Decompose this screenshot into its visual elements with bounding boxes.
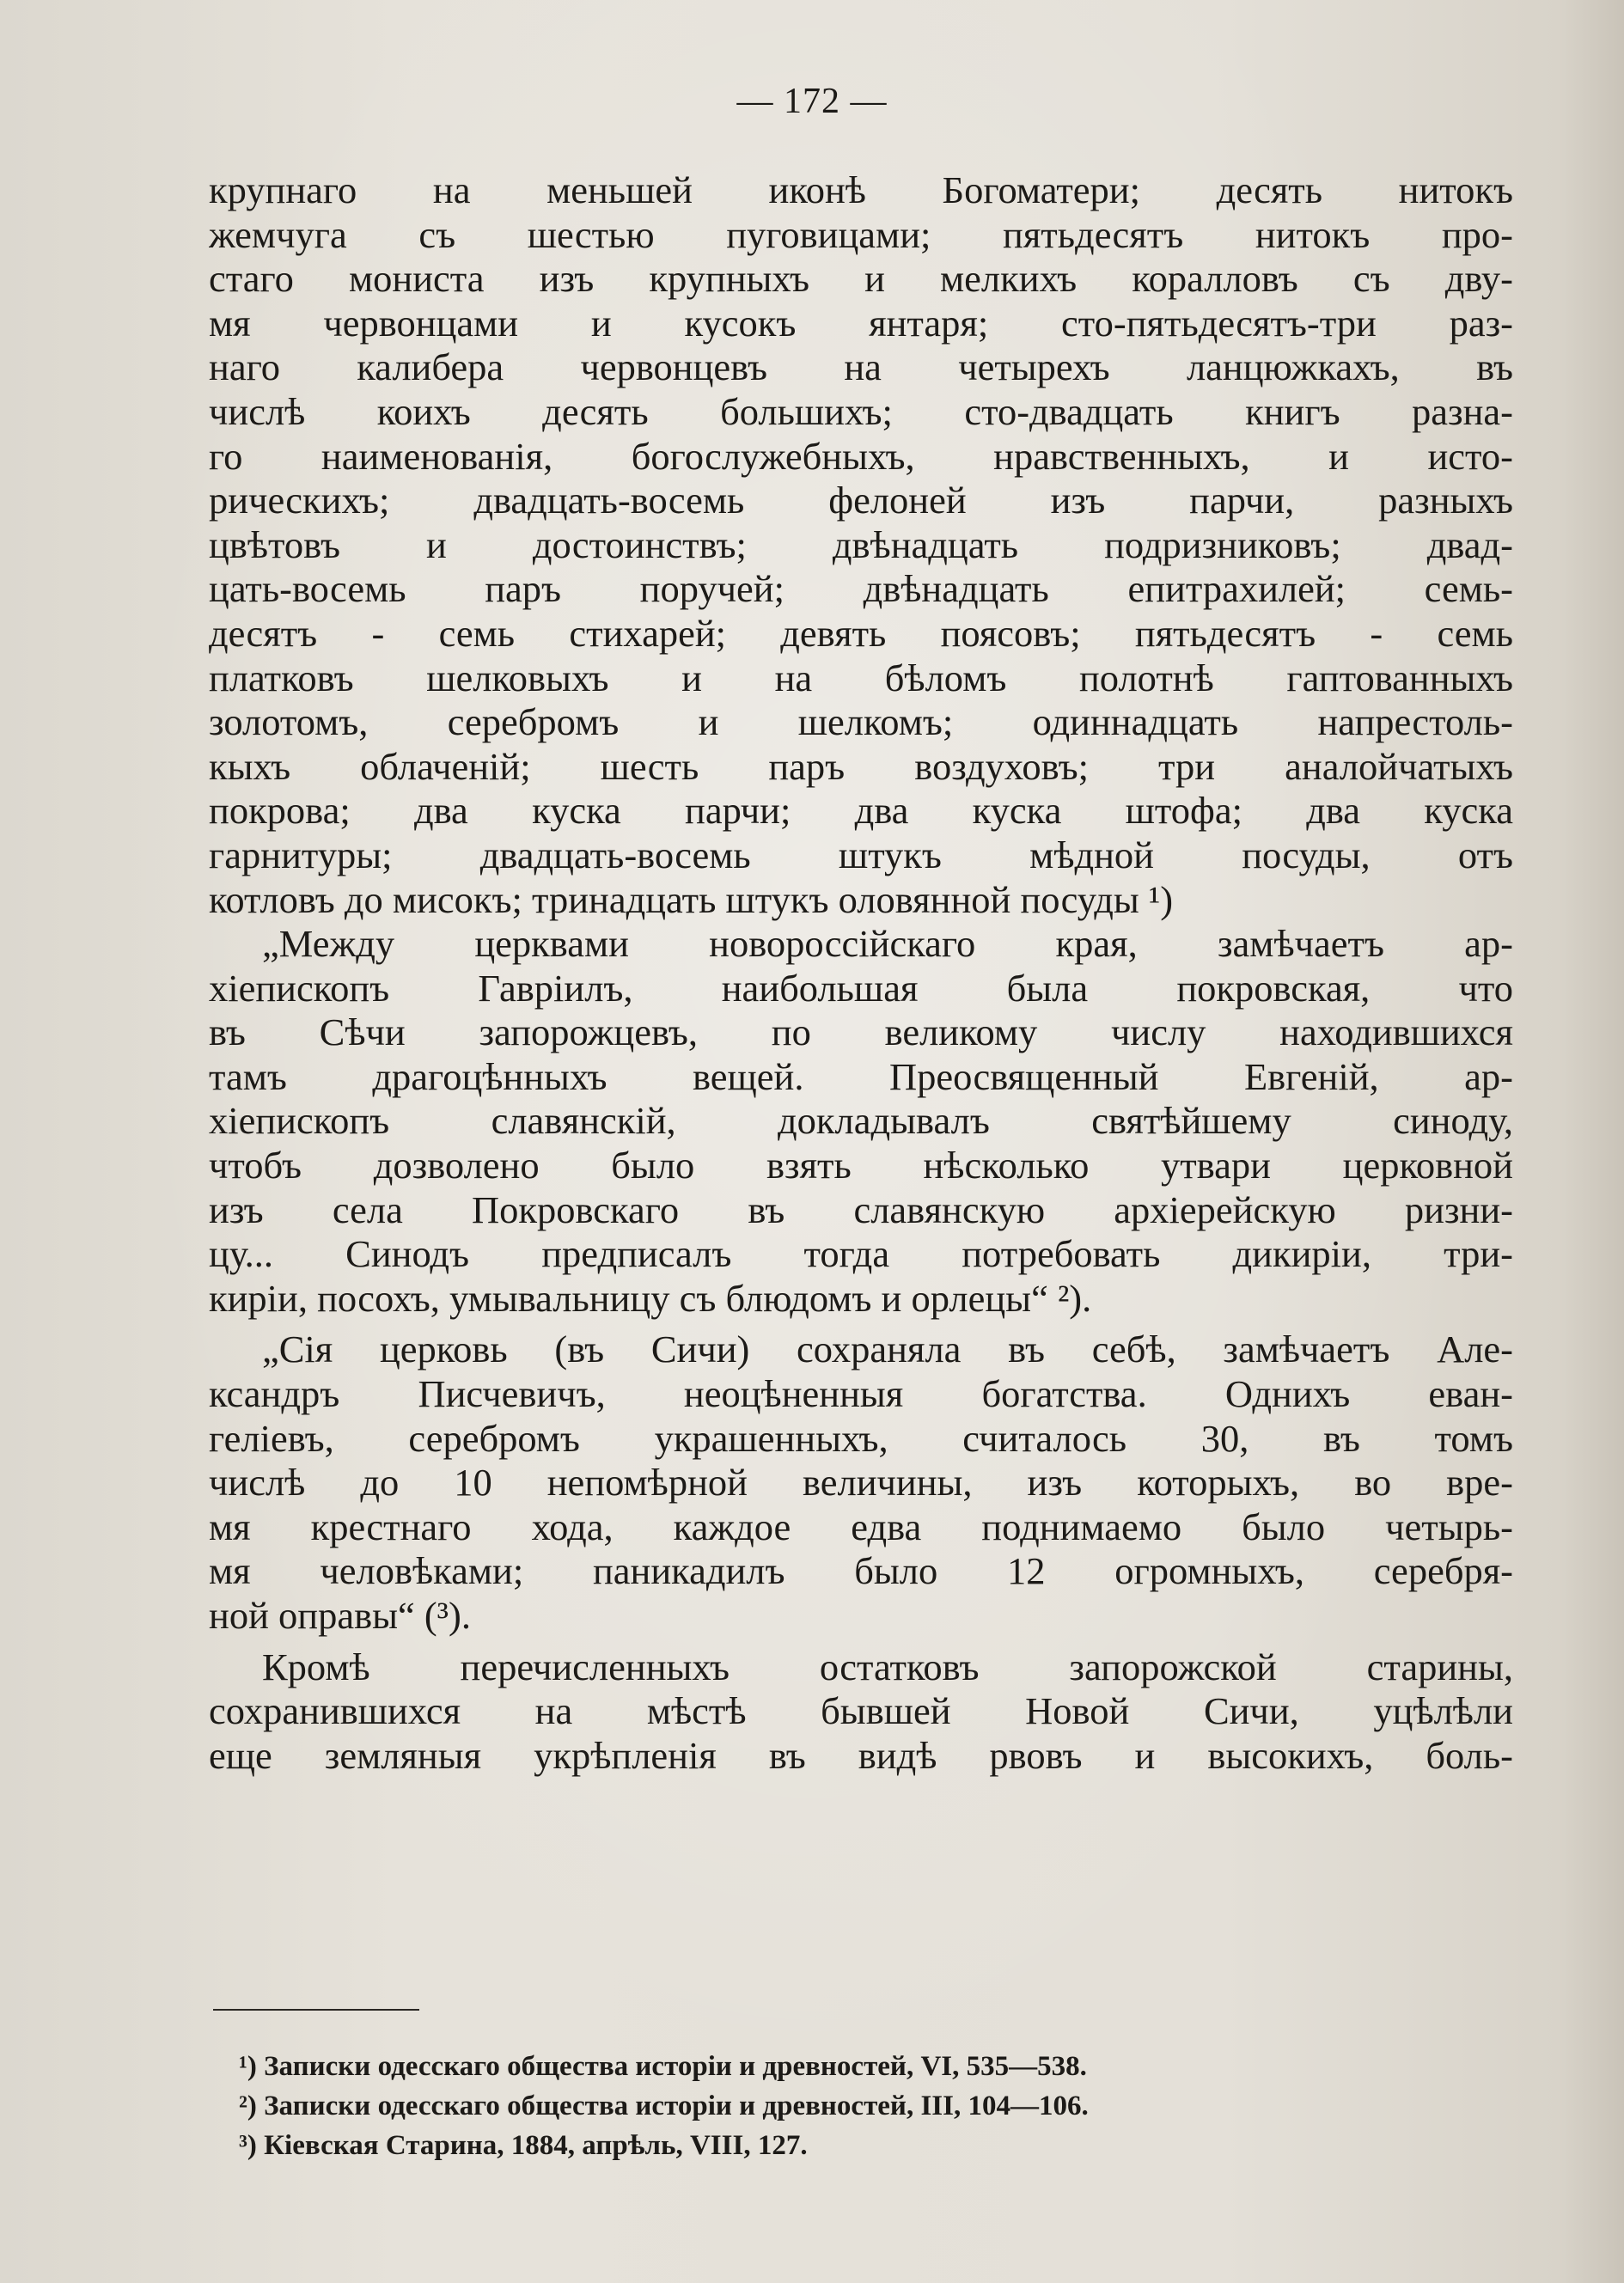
text-line: числѣ до 10 непомѣрной величины, изъ которыхъ, во вре- <box>209 1461 1513 1505</box>
text-line: стаго мониста изъ крупныхъ и мелкихъ коралловъ съ дву- <box>209 257 1513 301</box>
body-text <box>209 168 1513 1778</box>
text-line: котловъ до мисокъ; тринадцать штукъ оловянной посуды ¹) <box>209 877 1174 921</box>
text-line: десятъ - семь стихарей; девять поясовъ; пятьдесятъ - семь <box>209 611 1513 655</box>
footnote-divider <box>213 2009 419 2011</box>
text-line: изъ села Покровскаго въ славянскую архіерейскую ризни- <box>209 1187 1513 1231</box>
text-line: сохранившихся на мѣстѣ бывшей Новой Сичи, уцѣлѣли <box>209 1689 1513 1733</box>
paragraph-gap <box>209 1639 1513 1645</box>
paragraph-pischevich-quote <box>209 1328 1513 1638</box>
text-line: „Между церквами новороссійскаго края, замѣчаетъ ар- <box>262 922 1513 966</box>
page-number: — 172 — <box>736 82 888 121</box>
text-line: хіепископъ славянскій, докладывалъ святѣйшему синоду, <box>209 1099 1513 1143</box>
text-line: Кромѣ перечисленныхъ остатковъ запорожской старины, <box>262 1645 1513 1688</box>
text-line: рическихъ; двадцать-восемь фелоней изъ парчи, разныхъ <box>209 479 1513 522</box>
text-line: крупнаго на меньшей иконѣ Богоматери; десять нитокъ <box>209 168 1513 211</box>
footnote-1: ¹) Записки одесскаго общества исторіи и древностей, VI, 535—538. <box>239 2051 1087 2082</box>
text-line: цвѣтовъ и достоинствъ; двѣнадцать подризниковъ; двад- <box>209 522 1513 566</box>
text-line: ной оправы“ (³). <box>209 1594 471 1637</box>
text-line: гарнитуры; двадцать-восемь штукъ мѣдной посуды, отъ <box>209 833 1513 876</box>
text-line: го наименованія, богослужебныхъ, нравственныхъ, и исто- <box>209 434 1513 478</box>
text-line: ксандръ Писчевичъ, неоцѣненныя богатства. Однихъ еван- <box>209 1372 1513 1416</box>
text-line: жемчуга съ шестью пуговицами; пятьдесятъ нитокъ про- <box>209 212 1513 256</box>
text-line: мя крестнаго хода, каждое едва поднимаемо было четырь- <box>209 1505 1513 1548</box>
text-line: еще земляныя укрѣпленія въ видѣ рвовъ и высокихъ, боль- <box>209 1733 1513 1777</box>
text-line: мя червонцами и кусокъ янтаря; сто-пятьдесятъ-три раз- <box>209 301 1513 345</box>
text-line: чтобъ дозволено было взять нѣсколько утвари церковной <box>209 1144 1513 1187</box>
text-line: тамъ драгоцѣнныхъ вещей. Преосвященный Евгеній, ар- <box>209 1054 1513 1098</box>
paragraph-inventory-list <box>209 168 1513 922</box>
text-line: цать-восемь паръ поручей; двѣнадцать епитрахилей; семь- <box>209 567 1513 611</box>
text-line: числѣ коихъ десять большихъ; сто-двадцать книгъ разна- <box>209 389 1513 433</box>
footnote-2: ²) Записки одесскаго общества исторіи и древностей, III, 104—106. <box>239 2091 1089 2121</box>
text-line: хіепископъ Гавріилъ, наибольшая была покровская, что <box>209 966 1513 1010</box>
text-line: въ Сѣчи запорожцевъ, по великому числу находившихся <box>209 1010 1513 1054</box>
text-line: кыхъ облаченій; шесть паръ воздуховъ; три аналойчатыхъ <box>209 744 1513 788</box>
text-line: платковъ шелковыхъ и на бѣломъ полотнѣ гаптованныхъ <box>209 656 1513 699</box>
footnote-3: ³) Кіевская Старина, 1884, апрѣль, VIII, 127. <box>239 2130 808 2161</box>
text-line: покрова; два куска парчи; два куска штофа; два куска <box>209 789 1513 833</box>
text-line: цу... Синодъ предписалъ тогда потребовать дикиріи, три- <box>209 1232 1513 1276</box>
paragraph-fortifications <box>209 1645 1513 1779</box>
paragraph-gavriil-quote <box>209 922 1513 1321</box>
text-line: мя человѣками; паникадилъ было 12 огромныхъ, серебря- <box>209 1549 1513 1593</box>
text-line: „Сія церковь (въ Сичи) сохраняла въ себѣ, замѣчаетъ Але- <box>262 1328 1513 1371</box>
text-line: геліевъ, серебромъ украшенныхъ, считалось 30, въ томъ <box>209 1416 1513 1460</box>
paragraph-gap <box>209 1321 1513 1328</box>
text-line: золотомъ, серебромъ и шелкомъ; одиннадцать напрестоль- <box>209 700 1513 744</box>
text-line: наго калибера червонцевъ на четырехъ ланцюжкахъ, въ <box>209 345 1513 389</box>
text-line: киріи, посохъ, умывальницу съ блюдомъ и орлецы“ ²). <box>209 1276 1092 1320</box>
footnotes <box>239 2047 1356 2165</box>
